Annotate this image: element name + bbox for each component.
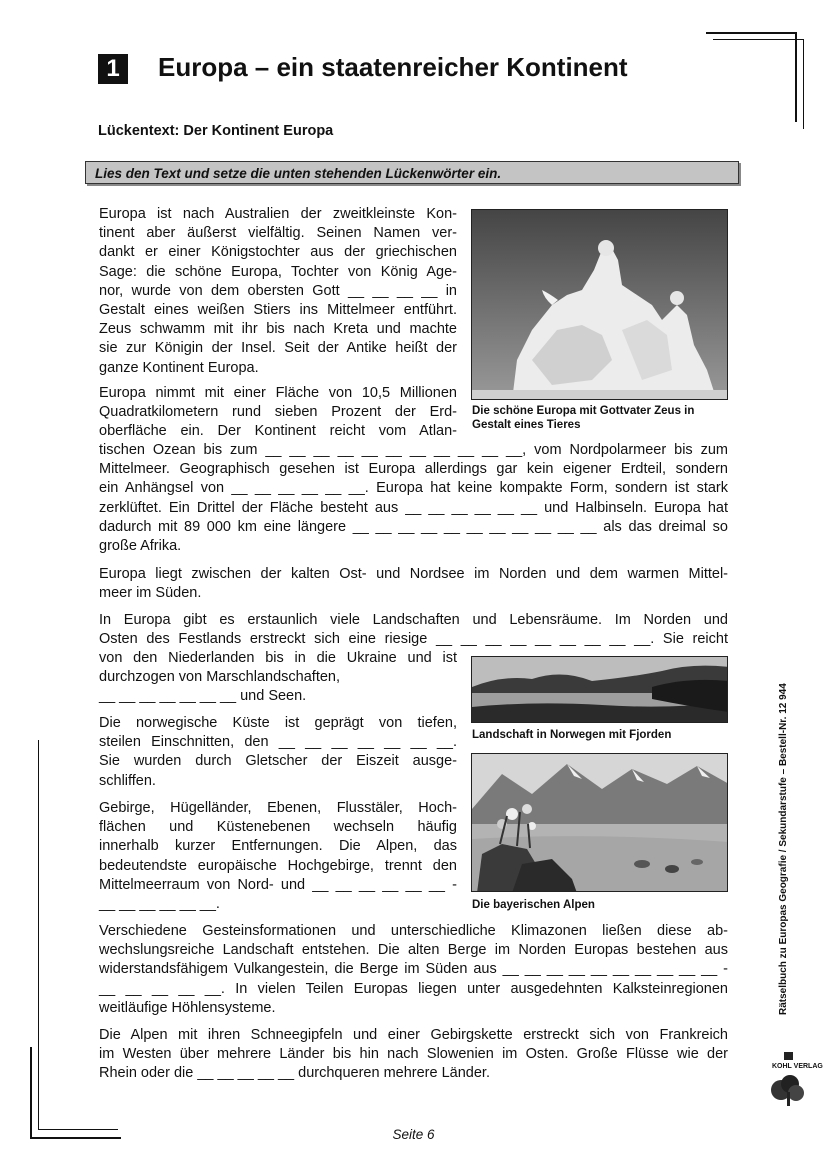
text-line: Mittelmeerraum von Nord- und __ __ __ __ __ __ - bbox=[99, 876, 457, 893]
paragraph-6 bbox=[99, 799, 457, 914]
side-order-text: Rätselbuch zu Europas Geografie / Sekundarstufe – Bestell-Nr. 12 944 bbox=[778, 683, 789, 1015]
page-number: Seite 6 bbox=[392, 1127, 435, 1142]
paragraph-8 bbox=[99, 1026, 728, 1084]
text-line: Osten des Festlands erstreckt sich eine riesige __ __ __ __ __ __ __ __ __. Sie reicht bbox=[99, 631, 728, 648]
text-line: im Westen über mehrere Länder bis hin nach Slowenien im Osten. Große Flüsse wie der bbox=[99, 1046, 728, 1063]
text-line: Sie wurden durch Gletscher der Eiszeit ausge- bbox=[99, 753, 457, 770]
paragraph-7 bbox=[99, 922, 728, 1018]
paragraph-1 bbox=[99, 205, 457, 378]
text-line: widerstandsfähigem Vulkangestein, die Berge im Süden aus __ __ __ __ __ __ __ __ __ __ - bbox=[99, 961, 728, 978]
text-line: Zeus schwamm mit ihr bis nach Kreta und machte bbox=[99, 321, 457, 338]
text-line: wechslungsreiche Landschaft entstehen. Die alten Berge im Norden Europas bestehen aus bbox=[99, 942, 728, 959]
side-order-info bbox=[776, 655, 794, 1015]
alps-photo-caption: Die bayerischen Alpen bbox=[472, 899, 595, 911]
text-line: Mittelmeer. Geographisch gesehen ist Europa allerdings gar kein eigener Erdteil, sondern bbox=[99, 461, 728, 478]
text-line: steilen Einschnitten, den __ __ __ __ __ __ __. bbox=[99, 734, 457, 751]
text-line: tinent aber äußerst vielfältig. Seinen Namen ver- bbox=[99, 225, 457, 242]
text-line: sie zur Königin der Insel. Seit der Antike heißt der bbox=[99, 340, 457, 357]
text-line: nor, wurde von dem obersten Gott __ __ __ __ in bbox=[99, 282, 457, 299]
text-line: flächen und Küstenebenen wechseln häufig bbox=[99, 819, 457, 836]
norway-photo-caption: Landschaft in Norwegen mit Fjorden bbox=[472, 729, 672, 741]
text-line: Europa nimmt mit einer Fläche von 10,5 Millionen bbox=[99, 385, 457, 401]
publisher-name: KOHL VERLAG bbox=[772, 1063, 823, 1070]
chapter-number: 1 bbox=[98, 54, 128, 84]
text-line: zerklüftet. Ein Drittel der Fläche besteht aus __ __ __ __ __ __ und Halbinseln. Europa hat bbox=[99, 499, 728, 516]
paragraph-2-narrow bbox=[99, 384, 457, 442]
text-line: Europa liegt zwischen der kalten Ost- und Nordsee im Norden und dem warmen Mittel- bbox=[99, 566, 728, 582]
text-line: dadurch mit 89 000 km eine längere __ __ __ __ __ __ __ __ __ __ __ als das dreimal so bbox=[99, 518, 728, 535]
text-line: __ __ __ __ __ __. bbox=[99, 896, 220, 913]
text-line: In Europa gibt es erstaunlich viele Landschaften und Lebensräume. Im Norden und bbox=[99, 612, 728, 628]
text-line: von den Niederlanden bis in die Ukraine und ist bbox=[99, 650, 457, 666]
text-line: Die Alpen mit ihren Schneegipfeln und einer Gebirgskette erstreckt sich von Frankreich bbox=[99, 1027, 728, 1043]
text-line: meer im Süden. bbox=[99, 585, 202, 602]
text-line: innerhalb kurzer Entfernungen. Die Alpen, das bbox=[99, 838, 457, 855]
paragraph-2-wide bbox=[99, 441, 728, 556]
text-line: ein Anhängsel von __ __ __ __ __ __. Europa hat keine kompakte Form, sondern ist stark bbox=[99, 480, 728, 497]
paragraph-5 bbox=[99, 714, 457, 791]
europa-photo-caption bbox=[472, 404, 694, 432]
text-line: Sage: die schöne Europa, Tochter von König Age- bbox=[99, 263, 457, 280]
text-line: Gebirge, Hügelländer, Ebenen, Flusstäler, Hoch- bbox=[99, 800, 457, 816]
section-subtitle: Lückentext: Der Kontinent Europa bbox=[98, 123, 334, 139]
text-line: Rhein oder die __ __ __ __ __ durchqueren mehrere Länder. bbox=[99, 1065, 490, 1082]
text-line: ganze Kontinent Europa. bbox=[99, 359, 259, 376]
paragraph-4-wide bbox=[99, 611, 728, 649]
text-line: durchzogen von Marschlandschaften, bbox=[99, 669, 341, 686]
page-title: Europa – ein staatenreicher Kontinent bbox=[158, 52, 628, 82]
text-line: Gestalt eines weißen Stiers ins Mittelmeer entführt. bbox=[99, 302, 457, 319]
tree-logo-icon bbox=[768, 1030, 812, 1110]
caption-line: Gestalt eines Tieres bbox=[472, 419, 581, 431]
text-line: __ __ __ __ __. In vielen Teilen Europas liegen unter ausgedehnten Kalksteinregionen bbox=[99, 980, 728, 997]
text-line: Europa ist nach Australien der zweitkleinste Kon- bbox=[99, 206, 457, 222]
text-line: tischen Ozean bis zum __ __ __ __ __ __ __ __ __ __ __, vom Nordpolarmeer bis zum bbox=[99, 442, 728, 458]
publisher-logo bbox=[768, 1030, 823, 1110]
text-line: bedeutendste europäische Hochgebirge, trennt den bbox=[99, 857, 457, 874]
paragraph-3 bbox=[99, 565, 728, 603]
norway-fjord-photo bbox=[471, 656, 728, 723]
text-line: Die norwegische Küste ist geprägt von tiefen, bbox=[99, 715, 457, 731]
text-line: weitläufige Höhlensysteme. bbox=[99, 999, 276, 1016]
text-line: dankt er einer Königstochter aus der griechischen bbox=[99, 244, 457, 261]
text-line: __ __ __ __ __ __ __ und Seen. bbox=[99, 688, 307, 705]
bavarian-alps-photo bbox=[471, 753, 728, 892]
instruction-box: Lies den Text und setze die unten stehenden Lückenwörter ein. bbox=[85, 161, 739, 184]
text-line: oberfläche ein. Der Kontinent reicht vom Atlan- bbox=[99, 423, 457, 440]
caption-line: Die schöne Europa mit Gottvater Zeus in bbox=[472, 405, 695, 417]
text-line: Quadratkilometern rund sieben Prozent der Erd- bbox=[99, 404, 457, 421]
text-line: große Afrika. bbox=[99, 538, 182, 555]
text-line: schliffen. bbox=[99, 772, 156, 789]
text-line: Verschiedene Gesteinsformationen und unterschiedliche Klimazonen ließen diese ab- bbox=[99, 923, 728, 939]
europa-statue-photo bbox=[471, 209, 728, 400]
paragraph-4-narrow bbox=[99, 649, 457, 707]
